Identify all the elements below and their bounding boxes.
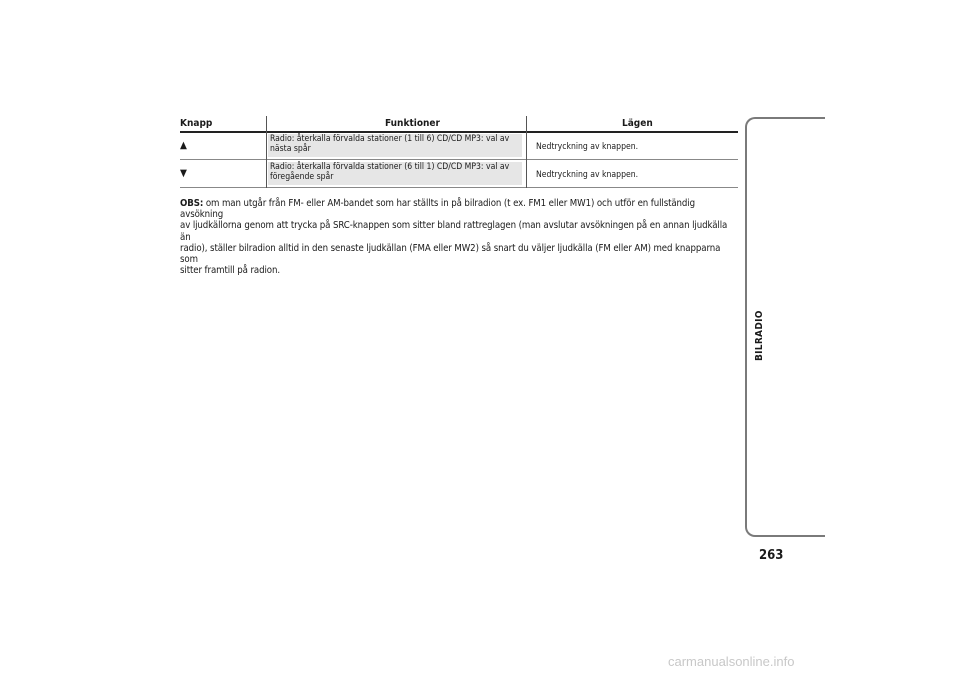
function-text-line: föregående spår [270,172,334,182]
table-row [180,160,738,188]
function-cell [268,134,522,157]
header-knapp: Knapp [180,118,213,129]
function-text-line: nästa spår [270,144,311,154]
page-number: 263 [759,548,784,563]
table-header [180,116,738,132]
note-text-line: sitter framtill på radion. [180,265,280,277]
arrow-down-icon: ▼ [180,168,187,179]
table-row [180,132,738,160]
note-text-line: om man utgår från FM- eller AM-bandet som har ställts in på bilradion (t ex. FM1 eller MW1) och utför en fullständig avsökning [180,198,695,221]
note-text-line: radio), ställer bilradion alltid in den senaste ljudkällan (FMA eller MW2) så snart du väljer ljudkälla (FM eller AM) med knapparna som [180,242,721,266]
column-divider [526,116,527,188]
mode-cell: Nedtryckning av knappen. [536,142,639,152]
note-label: OBS: [180,198,204,209]
controls-table [180,116,738,188]
note-text-line: av ljudkällorna genom att trycka på SRC-knappen som sitter bland rattreglagen (man avslutar avsökningen på en annan ljudkälla än [180,220,728,243]
header-funktioner: Funktioner [385,118,440,129]
arrow-up-icon: ▲ [180,140,187,151]
mode-cell: Nedtryckning av knappen. [536,170,639,180]
header-lagen: Lägen [622,118,653,129]
chapter-label: BILRADIO [754,310,765,361]
function-cell [268,162,522,185]
watermark: carmanualsonline.info [668,654,795,669]
column-divider [266,116,267,188]
function-text-line: Radio: återkalla förvalda stationer (1 till 6) CD/CD MP3: val av [270,134,510,144]
function-text-line: Radio: återkalla förvalda stationer (6 till 1) CD/CD MP3: val av [270,162,510,172]
note-paragraph [180,198,740,276]
